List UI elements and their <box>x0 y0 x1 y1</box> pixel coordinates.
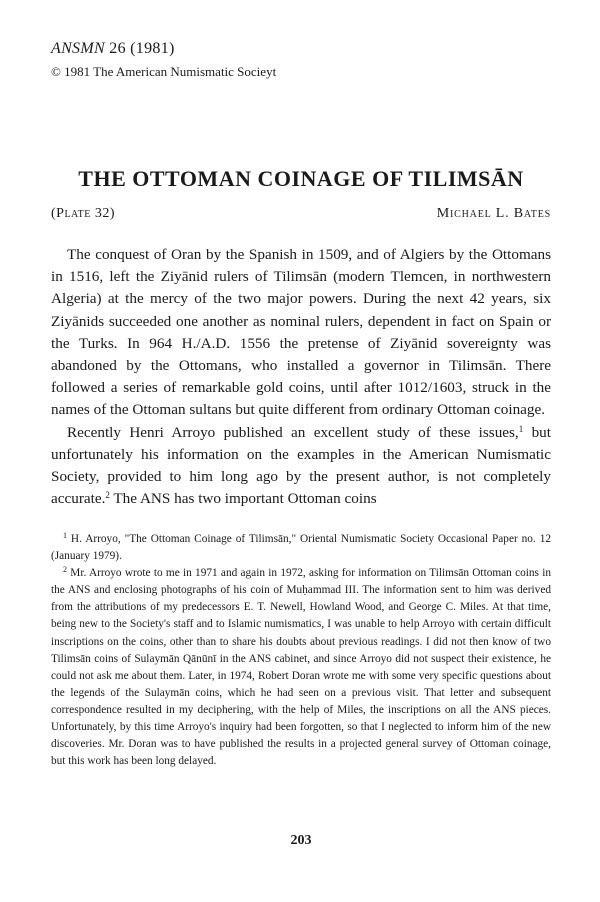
author-name: Michael L. Bates <box>436 206 551 221</box>
journal-name: ANSMN <box>51 40 105 57</box>
body-paragraph: The conquest of Oran by the Spanish in 1509, and of Algiers by the Ottomans in 1516, left the Ziyānid rulers of Tilimsān (modern Tlemcen, in northwestern Algeria) at the mercy of the two major powers. During the next 42 years, six Ziyānids succeeded one another as nominal rulers, dependent in fact on Spain or the Turks. In 964 H./A.D. 1556 the pretense of Ziyānid sovereignty was abandoned by the Ottomans, who installed a governor in Tilimsān. There followed a series of remarkable gold coins, until after 1012/1603, struck in the names of the Ottoman sultans but quite different from ordinary Ottoman coinage. <box>51 246 551 419</box>
journal-volume-year: 26 (1981) <box>109 40 175 57</box>
body-text-segment: Recently Henri Arroyo published an excellent study of these issues, <box>67 423 519 441</box>
plate-reference: (Plate 32) <box>51 206 116 221</box>
footnote-text: H. Arroyo, "The Ottoman Coinage of Tilimsān," Oriental Numismatic Society Occasional Paper no. 12 (January 1979). <box>51 533 551 563</box>
footnote-reference[interactable]: 1 <box>518 423 524 434</box>
copyright-line: © 1981 The American Numismatic Socieyt <box>51 64 277 79</box>
body-paragraph <box>51 422 551 511</box>
page-number: 203 <box>290 833 312 848</box>
footnote-2 <box>51 565 551 770</box>
journal-citation <box>51 40 175 58</box>
footnote-marker: 2 <box>63 565 67 575</box>
body-text-segment: The ANS has two important Ottoman coins <box>109 490 377 508</box>
footnote-text: Mr. Arroyo wrote to me in 1971 and again in 1972, asking for information on Tilimsān Ottoman coins in the ANS and enclosing photographs of his coin of Muḥammad III. The information sent to him was derived from the attributions of my predecessors E. T. Newell, Howland Wood, and George C. Miles. At that time, being new to the Society's staff and to Islamic numismatics, I was unable to help Arroyo with certain difficult inscriptions on the coins, other than to share his doubts about previous readings. I did not then know of two Tilimsān coins of Sulaymān Qānūnī in the ANS cabinet, and since Arroyo did not suspect their existence, he could not ask me about them. Later, in 1974, Robert Doran wrote me with some very specific questions about the legends of the Sulaymān coins, which he had seen on a previous visit. That letter and subsequent correspondence resulted in my deciphering, with the help of Miles, the inscriptions on all the ANS pieces. Unfortunately, by this time Arroyo's inquiry had been forgotten, so that I neglected to inform him of the new discoveries. Mr. Doran was to have published the results in a projected general survey of Ottoman coinage, but this work has been long delayed. <box>51 567 551 768</box>
body-text-segment: but unfortunately his information on the examples in the American Numismatic Society, provided to him long ago by the present author, is not completely accurate. <box>51 423 551 508</box>
article-title: THE OTTOMAN COINAGE OF TILIMSĀN <box>78 166 524 191</box>
footnotes <box>51 531 551 770</box>
footnote-reference[interactable]: 2 <box>105 490 110 501</box>
footnote-marker: 1 <box>63 531 67 540</box>
article-body <box>51 244 551 510</box>
footnote-1 <box>51 531 551 565</box>
